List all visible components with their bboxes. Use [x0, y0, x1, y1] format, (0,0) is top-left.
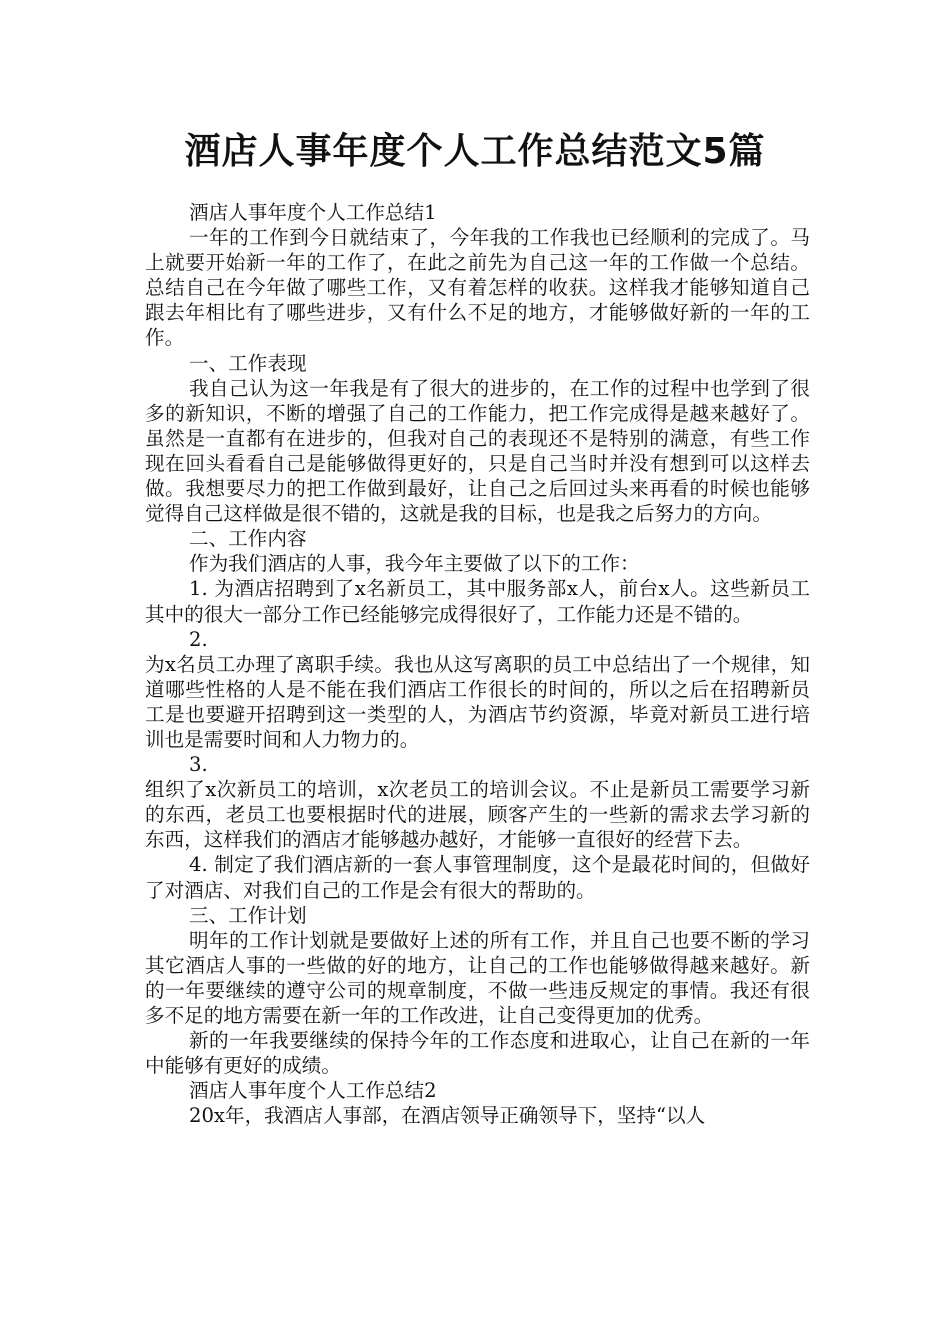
section-heading-2: 酒店人事年度个人工作总结2 — [189, 1079, 437, 1103]
list-item-2-text: 为x名员工办理了离职手续。我也从这写离职的员工中总结出了一个规律，知道哪些性格的人是不能在我们酒店工作很长的时间的，所以之后在招聘新员工是也要避开招聘到这一类型的人，为酒店节约资源，毕竟对新员工进行培训也是需要时间和人力物力的。 — [145, 652, 810, 751]
list-item-2-number: 2. — [189, 627, 208, 651]
list-item-1: 1. 为酒店招聘到了x名新员工，其中服务部x人，前台x人。这些新员工其中的很大一部分工作已经能够完成得很好了，工作能力还是不错的。 — [145, 577, 810, 626]
paragraph-closing: 新的一年我要继续的保持今年的工作态度和进取心，让自己在新的一年中能够有更好的成绩。 — [145, 1029, 810, 1078]
document-title: 酒店人事年度个人工作总结范文5篇 — [184, 131, 766, 172]
list-item-4: 4. 制定了我们酒店新的一套人事管理制度，这个是最花时间的，但做好了对酒店、对我们自己的工作是会有很大的帮助的。 — [145, 853, 810, 902]
paragraph-section-2-start: 20x年，我酒店人事部，在酒店领导正确领导下，坚持“以人 — [189, 1104, 706, 1128]
list-item-3-number: 3. — [189, 753, 208, 777]
section-heading-1: 酒店人事年度个人工作总结1 — [189, 201, 437, 224]
document-body — [145, 200, 810, 1128]
subheading-content: 二、工作内容 — [189, 527, 307, 551]
paragraph-performance: 我自己认为这一年我是有了很大的进步的，在工作的过程中也学到了很多的新知识，不断的增强了自己的工作能力，把工作完成得是越来越好了。虽然是一直都有在进步的，但我对自己的表现还不是特别的满意，有些工作现在回头看看自己是能够做得更好的，只是自己当时并没有想到可以这样去做。我想要尽力的把工作做到最好，让自己之后回过头来再看的时候也能够觉得自己这样做是很不错的，这就是我的目标，也是我之后努力的方向。 — [145, 376, 810, 526]
subheading-plan: 三、工作计划 — [189, 903, 307, 927]
paragraph-plan: 明年的工作计划就是要做好上述的所有工作，并且自己也要不断的学习其它酒店人事的一些做的好的地方，让自己的工作也能够做得越来越好。新的一年要继续的遵守公司的规章制度，不做一些违反规定的事情。我还有很多不足的地方需要在新一年的工作改进，让自己变得更加的优秀。 — [145, 928, 810, 1027]
paragraph-content-intro: 作为我们酒店的人事，我今年主要做了以下的工作： — [189, 552, 640, 576]
list-item-3-text: 组织了x次新员工的培训，x次老员工的培训会议。不止是新员工需要学习新的东西，老员工也要根据时代的进展，顾客产生的一些新的需求去学习新的东西，这样我们的酒店才能够越办越好，才能够一直很好的经营下去。 — [145, 778, 810, 852]
paragraph-intro: 一年的工作到今日就结束了，今年我的工作我也已经顺利的完成了。马上就要开始新一年的工作了，在此之前先为自己这一年的工作做一个总结。总结自己在今年做了哪些工作，又有着怎样的收获。这样我才能够知道自己跟去年相比有了哪些进步，又有什么不足的地方，才能够做好新的一年的工作。 — [145, 226, 810, 350]
subheading-performance: 一、工作表现 — [189, 351, 307, 375]
